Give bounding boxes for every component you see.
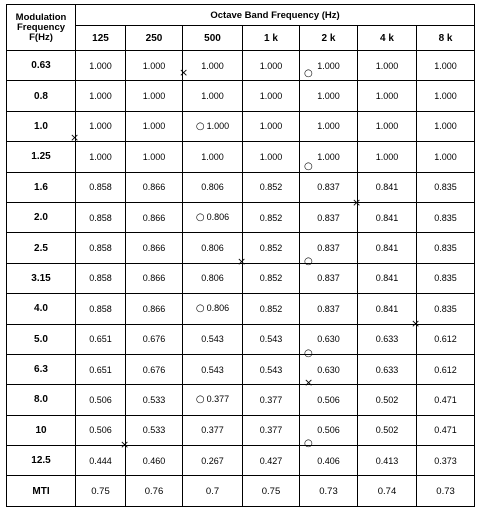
mtf-value: 0.837 — [317, 182, 340, 193]
mtf-value: 1.000 — [434, 151, 457, 162]
mtf-cell — [243, 385, 300, 415]
row-frequency-label: 4.0 — [7, 294, 76, 324]
mtf-value: 0.373 — [434, 455, 457, 466]
table-row — [7, 202, 475, 232]
mtf-cell — [76, 446, 126, 476]
mtf-cell — [183, 81, 243, 111]
mtf-cell — [300, 142, 358, 172]
mtf-value: 0.543 — [201, 334, 224, 345]
mtf-cell — [411, 294, 475, 331]
mtf-value: 1.000 — [259, 121, 283, 132]
mtf-cell — [300, 354, 358, 389]
mtf-cell — [300, 385, 358, 415]
mti-value: 0.7 — [183, 476, 243, 506]
mtf-cell — [417, 233, 475, 263]
cross-marker-icon: × — [120, 437, 130, 451]
row-frequency-label: 3.15 — [7, 263, 76, 293]
mtf-cell — [417, 324, 475, 354]
mtf-cell — [126, 263, 183, 293]
mtf-value: 1.000 — [206, 120, 230, 131]
mtf-cell — [76, 263, 126, 293]
mtf-cell — [358, 233, 417, 263]
mtf-value: 0.471 — [434, 425, 457, 436]
mtf-cell — [243, 202, 300, 232]
band-header-2: 500 — [183, 26, 243, 51]
mtf-value: 0.444 — [89, 455, 112, 466]
mtf-value: 1.000 — [142, 121, 166, 132]
mtf-cell — [358, 202, 417, 232]
row-frequency-label: 5.0 — [7, 324, 76, 354]
table-row — [7, 263, 475, 293]
mtf-value: 0.858 — [89, 273, 112, 284]
mtf-cell — [183, 324, 243, 354]
mtf-cell — [243, 354, 300, 384]
mtf-cell — [358, 415, 417, 445]
mtf-cell — [243, 172, 300, 202]
mtf-cell — [300, 415, 358, 449]
mtf-value: 1.000 — [317, 60, 340, 71]
mtf-value: 0.502 — [375, 394, 399, 405]
mtf-value: 0.377 — [201, 425, 224, 436]
table-row — [7, 233, 475, 263]
mtf-cell — [183, 233, 243, 263]
mtf-value: 0.676 — [142, 334, 166, 345]
mti-value: 0.73 — [417, 476, 475, 506]
mtf-cell — [300, 294, 358, 324]
octave-band-header: Octave Band Frequency (Hz) — [76, 5, 475, 26]
mtf-value: 0.841 — [375, 182, 399, 193]
mtf-value: 1.000 — [317, 91, 340, 102]
mtf-cell — [126, 202, 183, 232]
mtf-cell — [76, 354, 126, 384]
mtf-cell — [76, 324, 126, 354]
mtf-cell — [417, 111, 475, 141]
mtf-value: 1.000 — [375, 60, 399, 71]
mtf-value: 0.543 — [259, 334, 283, 345]
table-row — [7, 51, 475, 81]
table-row — [7, 294, 475, 324]
mtf-cell — [76, 51, 126, 81]
band-header-row — [7, 26, 475, 51]
mtf-cell — [243, 446, 300, 476]
mtf-cell — [237, 233, 300, 269]
circle-marker-icon: ○ — [304, 161, 313, 173]
row-frequency-label: 12.5 — [7, 446, 76, 476]
band-header-6: 8 k — [417, 26, 475, 51]
mtf-cell — [243, 294, 300, 324]
mtf-cell — [243, 142, 300, 172]
row-frequency-label: 0.63 — [7, 51, 76, 81]
cross-marker-icon: × — [70, 130, 80, 144]
mtf-value: 0.835 — [434, 212, 457, 223]
mtf-cell — [126, 294, 183, 324]
mtf-value: 0.377 — [259, 394, 283, 405]
mtf-value: 0.633 — [375, 334, 399, 345]
mtf-value: 0.427 — [259, 455, 283, 466]
mtf-value: 1.000 — [201, 91, 224, 102]
mod-freq-header-line-2: Frequency — [16, 21, 66, 33]
row-frequency-label: 6.3 — [7, 354, 76, 384]
mtf-value: 0.377 — [259, 425, 283, 436]
mtf-cell — [183, 142, 243, 172]
band-header-1: 250 — [126, 26, 183, 51]
mtf-value: 0.267 — [201, 455, 224, 466]
mtf-value: 0.841 — [375, 303, 399, 314]
mtf-cell — [243, 415, 300, 445]
mti-label: MTI — [7, 476, 76, 506]
mtf-cell — [300, 111, 358, 141]
mtf-cell — [300, 446, 358, 476]
mtf-cell — [76, 294, 126, 324]
row-frequency-label: 1.25 — [7, 142, 76, 172]
mtf-cell — [358, 51, 417, 81]
mtf-value: 0.835 — [434, 243, 457, 254]
mod-freq-header-line-1: Modulation — [15, 11, 67, 23]
mtf-cell — [179, 51, 243, 81]
mtf-cell — [126, 385, 183, 415]
mtf-cell — [352, 172, 417, 209]
mtf-value: 0.835 — [434, 182, 457, 193]
mtf-value: 0.506 — [89, 425, 112, 436]
mtf-value: 0.612 — [434, 364, 457, 375]
mtf-cell — [126, 142, 183, 172]
mtf-cell — [358, 142, 417, 172]
mtf-cell — [358, 354, 417, 384]
mti-value: 0.73 — [300, 476, 358, 506]
mtf-value: 1.000 — [434, 60, 457, 71]
mti-value: 0.76 — [126, 476, 183, 506]
band-header-5: 4 k — [358, 26, 417, 51]
table-row — [7, 111, 475, 141]
mtf-value: 0.837 — [317, 243, 340, 254]
mtf-cell — [183, 446, 243, 476]
mtf-cell — [358, 111, 417, 141]
mtf-value: 1.000 — [201, 60, 224, 71]
table-row — [7, 81, 475, 111]
mtf-cell — [300, 81, 358, 111]
mtf-value: 0.676 — [142, 364, 166, 375]
cross-marker-icon: × — [304, 375, 314, 389]
circle-marker-icon: ○ — [195, 303, 205, 315]
mtf-value: 0.835 — [434, 303, 457, 314]
mtf-cell — [417, 81, 475, 111]
mtf-value: 1.000 — [375, 151, 399, 162]
table-row — [7, 324, 475, 354]
circle-marker-icon: ○ — [304, 347, 313, 359]
table-row — [7, 354, 475, 384]
mtf-cell — [300, 51, 358, 81]
mtf-cell — [76, 81, 126, 111]
mod-freq-header-line-3: F(Hz) — [29, 31, 53, 43]
mtf-cell — [183, 263, 243, 293]
mtf-value: 0.633 — [375, 364, 399, 375]
mtf-value: 0.866 — [142, 303, 166, 314]
mtf-cell — [300, 263, 358, 293]
mtf-value: 0.543 — [259, 364, 283, 375]
circle-marker-icon: ○ — [195, 120, 205, 132]
mtf-cell — [243, 81, 300, 111]
mtf-value: 0.506 — [317, 394, 340, 405]
mtf-cell — [126, 81, 183, 111]
table-body — [7, 51, 475, 507]
mtf-cell — [183, 111, 243, 141]
mtf-value: 1.000 — [375, 121, 399, 132]
table-row — [7, 172, 475, 202]
mtf-cell — [243, 111, 300, 141]
mtf-value: 0.630 — [317, 364, 340, 375]
band-header-3: 1 k — [243, 26, 300, 51]
mtf-cell — [417, 202, 475, 232]
mtf-cell — [120, 415, 183, 451]
mtf-value: 1.000 — [259, 91, 283, 102]
table-row — [7, 446, 475, 476]
mtf-value: 0.852 — [259, 243, 283, 254]
mtf-cell — [417, 354, 475, 384]
mti-value: 0.75 — [243, 476, 300, 506]
mtf-value: 1.000 — [89, 151, 112, 162]
mtf-cell — [126, 51, 183, 81]
mtf-cell — [183, 172, 243, 202]
mtf-value: 0.806 — [206, 303, 230, 314]
circle-marker-icon: ○ — [304, 437, 313, 449]
table-row — [7, 142, 475, 172]
mtf-value: 0.852 — [259, 182, 283, 193]
mtf-value: 0.806 — [201, 273, 224, 284]
mtf-cell — [417, 172, 475, 202]
row-frequency-label: 8.0 — [7, 385, 76, 415]
mtf-value: 0.837 — [317, 273, 340, 284]
mtf-cell — [126, 233, 183, 263]
mtf-value: 0.866 — [142, 212, 166, 223]
mtf-value: 0.612 — [434, 334, 457, 345]
mtf-value: 1.000 — [201, 151, 224, 162]
mtf-value: 0.471 — [434, 394, 457, 405]
mtf-cell — [126, 324, 183, 354]
mtf-cell — [183, 354, 243, 384]
row-frequency-label: 2.0 — [7, 202, 76, 232]
mtf-value: 0.835 — [434, 273, 457, 284]
mtf-value: 0.543 — [201, 364, 224, 375]
mtf-cell — [76, 172, 126, 202]
mtf-cell — [183, 385, 243, 415]
mtf-value: 0.533 — [142, 425, 166, 436]
circle-marker-icon: ○ — [195, 394, 205, 406]
mtf-value: 0.651 — [89, 364, 112, 375]
cross-marker-icon: × — [411, 317, 421, 331]
mtf-cell — [300, 233, 358, 268]
mtf-cell — [183, 415, 243, 445]
mtf-value: 0.806 — [201, 243, 224, 254]
row-frequency-label: 2.5 — [7, 233, 76, 263]
mtf-cell — [76, 415, 126, 445]
mtf-value: 0.841 — [375, 273, 399, 284]
mti-value: 0.75 — [76, 476, 126, 506]
row-frequency-label: 10 — [7, 415, 76, 445]
mtf-cell — [417, 51, 475, 81]
mtf-value: 0.406 — [317, 455, 340, 466]
mtf-value: 1.000 — [142, 91, 166, 102]
mtf-value: 0.533 — [142, 394, 166, 405]
mtf-cell — [300, 324, 358, 359]
mtf-value: 1.000 — [434, 91, 457, 102]
mti-row — [7, 476, 475, 506]
table-row — [7, 415, 475, 445]
mod-freq-header — [7, 5, 76, 51]
mtf-value: 1.000 — [434, 121, 457, 132]
mtf-cell — [76, 202, 126, 232]
mtf-value: 0.866 — [142, 243, 166, 254]
band-header-4: 2 k — [300, 26, 358, 51]
row-frequency-label: 1.0 — [7, 111, 76, 141]
mtf-cell — [300, 172, 358, 202]
mtf-value: 1.000 — [89, 121, 112, 132]
mtf-cell — [358, 294, 417, 324]
mtf-table — [6, 4, 475, 507]
mtf-cell — [243, 324, 300, 354]
mtf-cell — [300, 202, 358, 232]
mtf-cell — [358, 263, 417, 293]
mtf-cell — [126, 172, 183, 202]
cross-marker-icon: × — [237, 255, 247, 269]
mtf-value: 0.852 — [259, 273, 283, 284]
mtf-value: 0.841 — [375, 243, 399, 254]
cross-marker-icon: × — [179, 66, 189, 79]
mtf-value: 1.000 — [142, 151, 166, 162]
mtf-value: 1.000 — [142, 60, 166, 71]
mtf-table-container — [6, 4, 474, 506]
mtf-cell — [243, 263, 300, 293]
mtf-value: 0.837 — [317, 212, 340, 223]
mtf-cell — [76, 233, 126, 263]
row-frequency-label: 0.8 — [7, 81, 76, 111]
mtf-cell — [243, 51, 300, 81]
mtf-value: 0.502 — [375, 425, 399, 436]
mtf-value: 0.506 — [89, 394, 112, 405]
mtf-cell — [358, 324, 417, 354]
mtf-value: 0.413 — [375, 455, 399, 466]
mtf-value: 0.858 — [89, 243, 112, 254]
cross-marker-icon: × — [352, 195, 362, 209]
mtf-value: 1.000 — [317, 121, 340, 132]
mtf-cell — [417, 385, 475, 415]
mtf-cell — [126, 111, 183, 141]
mtf-cell — [358, 385, 417, 415]
mtf-cell — [183, 294, 243, 324]
mtf-value: 0.806 — [206, 212, 230, 223]
band-header-0: 125 — [76, 26, 126, 51]
table-row — [7, 385, 475, 415]
mtf-value: 1.000 — [259, 60, 283, 71]
mtf-value: 0.837 — [317, 303, 340, 314]
mtf-value: 1.000 — [259, 151, 283, 162]
mtf-cell — [358, 81, 417, 111]
mtf-value: 0.858 — [89, 182, 112, 193]
circle-marker-icon: ○ — [195, 212, 205, 224]
mtf-cell — [70, 111, 126, 144]
mtf-value: 0.858 — [89, 212, 112, 223]
mtf-cell — [76, 142, 126, 172]
mtf-value: 0.506 — [317, 425, 340, 436]
mtf-cell — [126, 446, 183, 476]
mtf-value: 1.000 — [89, 60, 112, 71]
circle-marker-icon: ○ — [304, 256, 313, 268]
row-frequency-label: 1.6 — [7, 172, 76, 202]
mtf-value: 0.806 — [201, 182, 224, 193]
mtf-cell — [358, 446, 417, 476]
mtf-value: 0.852 — [259, 212, 283, 223]
mtf-cell — [417, 446, 475, 476]
mtf-cell — [417, 263, 475, 293]
mtf-value: 1.000 — [317, 151, 340, 162]
mtf-cell — [417, 142, 475, 172]
circle-marker-icon: ○ — [304, 68, 313, 79]
mtf-value: 1.000 — [89, 91, 112, 102]
mtf-value: 0.460 — [142, 455, 166, 466]
mtf-value: 0.858 — [89, 303, 112, 314]
mtf-value: 0.841 — [375, 212, 399, 223]
mti-value: 0.74 — [358, 476, 417, 506]
mtf-value: 0.651 — [89, 334, 112, 345]
mtf-cell — [417, 415, 475, 445]
mtf-value: 0.866 — [142, 273, 166, 284]
mtf-cell — [76, 385, 126, 415]
mtf-value: 0.630 — [317, 334, 340, 345]
mtf-value: 0.866 — [142, 182, 166, 193]
mtf-cell — [183, 202, 243, 232]
mtf-value: 0.852 — [259, 303, 283, 314]
mtf-cell — [126, 354, 183, 384]
mtf-value: 0.377 — [206, 394, 230, 405]
mtf-value: 1.000 — [375, 91, 399, 102]
